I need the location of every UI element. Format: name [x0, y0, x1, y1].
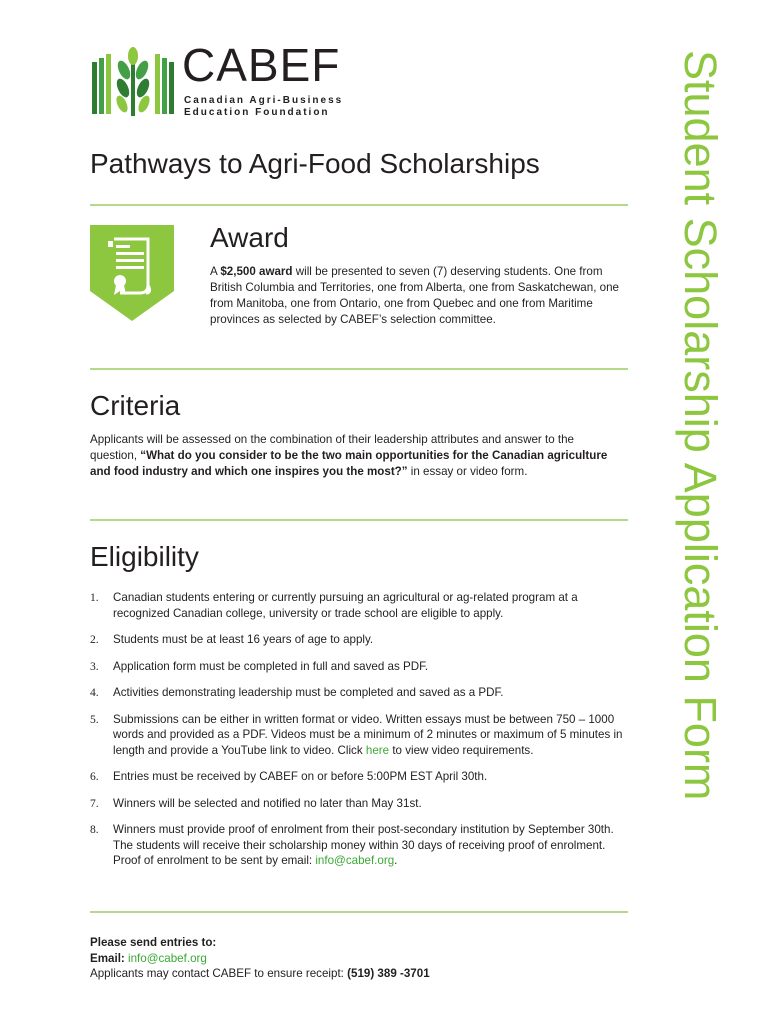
scroll-certificate-icon	[90, 225, 174, 321]
list-item: 8. Winners must provide proof of enrolment from their post-secondary institution by September 30th. The students will receive their scholarship money within 30 days of receiving proof of enrolment. Proof of enrolment to be sent by email: info@cabef.org.	[90, 823, 614, 867]
book-wheat-icon	[90, 44, 176, 120]
logo-tagline-line2: Education Foundation	[184, 107, 330, 118]
contact-footer	[90, 935, 630, 982]
award-heading: Award	[210, 222, 289, 253]
award-amount: $2,500 award	[220, 265, 293, 278]
list-item: 6. Entries must be received by CABEF on or before 5:00PM EST April 30th.	[90, 770, 488, 783]
award-description: A $2,500 award will be presented to seven (7) deserving students. One from British Columbia and Territories, one from Alberta, one from Saskatchewan, one from Manitoba, one from Ontario, one from Quebec and one from Maritime provinces as selected by CABEF’s selection committee.	[210, 265, 619, 326]
contact-phone: (519) 389 -3701	[347, 967, 430, 980]
vertical-form-title: Student Scholarship Application Form	[675, 50, 726, 801]
list-item: 1. Canadian students entering or currently pursuing an agricultural or ag-related program at a recognized Canadian college, university or trade school are eligible to apply.	[90, 591, 578, 620]
send-entries-label: Please send entries to:	[90, 936, 217, 949]
criteria-heading: Criteria	[90, 390, 181, 421]
list-item: 3. Application form must be completed in full and saved as PDF.	[90, 659, 429, 673]
cabef-logo	[90, 39, 350, 120]
list-item: 5. Submissions can be either in written format or video. Written essays must be between 750 – 1000 words and provided as a PDF. Videos must be a minimum of 2 minutes or maximum of 5 minutes in length and provide a YouTube link to video. Click here to view video requirements.	[90, 712, 623, 757]
enrolment-email-link[interactable]: info@cabef.org	[315, 854, 395, 867]
contact-text: Applicants may contact CABEF to ensure receipt:	[90, 967, 344, 980]
divider	[90, 368, 628, 370]
divider	[90, 204, 628, 206]
logo-name: CABEF	[182, 39, 341, 91]
email-label: Email:	[90, 951, 125, 965]
divider	[90, 519, 628, 521]
eligibility-heading: Eligibility	[90, 541, 199, 572]
page-title: Pathways to Agri-Food Scholarships	[90, 148, 540, 179]
logo-tagline-line1: Canadian Agri-Business	[184, 95, 344, 106]
divider	[90, 911, 628, 913]
list-item: 2. Students must be at least 16 years of age to apply.	[90, 633, 374, 646]
video-requirements-link[interactable]: here	[365, 743, 390, 757]
list-item: 7. Winners will be selected and notified no later than May 31st.	[90, 796, 422, 810]
criteria-question: “What do you consider to be the two main opportunities for the Canadian agriculture and food industry and which one inspires you the most?”	[90, 449, 608, 478]
criteria-description: Applicants will be assessed on the combination of their leadership attributes and answer to the question, “What do you consider to be the two main opportunities for the Canadian agriculture and food industry and which one inspires you the most?” in essay or video form.	[90, 433, 608, 478]
list-item: 4. Activities demonstrating leadership must be completed and saved as a PDF.	[90, 686, 504, 699]
contact-email-link[interactable]: info@cabef.org	[128, 951, 207, 965]
eligibility-list	[90, 590, 630, 880]
